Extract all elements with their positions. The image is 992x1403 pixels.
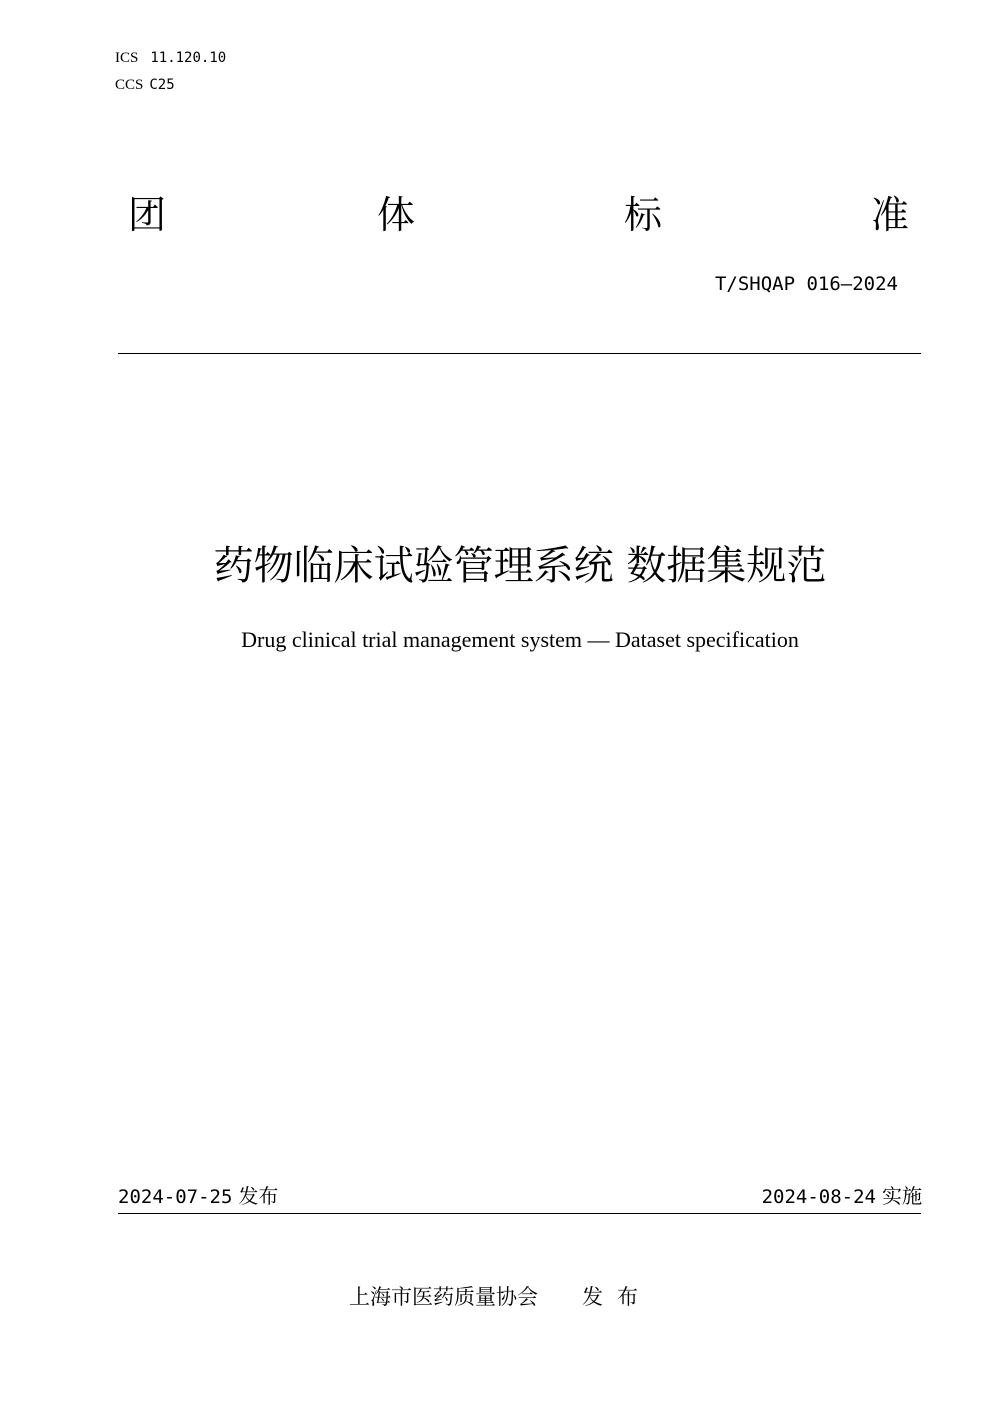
publish-label: 发布	[238, 1184, 279, 1208]
header-divider	[118, 353, 921, 354]
issuer-line	[349, 1283, 652, 1311]
issuer-action: 发布	[582, 1285, 652, 1309]
standard-type-char-4: 准	[871, 193, 910, 237]
ics-label: ICS	[115, 50, 139, 66]
document-title-chinese: 药物临床试验管理系统 数据集规范	[213, 543, 827, 589]
ics-line	[115, 48, 226, 67]
issuer-organization: 上海市医药质量协会	[349, 1285, 538, 1309]
standard-type-char-1: 团	[128, 193, 167, 237]
implement-date: 2024-08-24	[761, 1186, 876, 1208]
ccs-label: CCS	[115, 77, 144, 93]
footer-divider	[118, 1213, 921, 1214]
standard-number: T/SHQAP 016—2024	[714, 273, 898, 295]
ics-value: 11.120.10	[150, 50, 227, 66]
implement-label: 实施	[882, 1184, 922, 1208]
implement-date-line	[762, 1183, 922, 1210]
ccs-line	[115, 75, 175, 94]
publish-date-line	[118, 1183, 278, 1210]
ccs-value: C25	[149, 77, 175, 93]
standard-type-char-3: 标	[624, 193, 663, 237]
document-title-english: Drug clinical trial management system — Dataset specification	[241, 627, 799, 652]
publish-date: 2024-07-25	[118, 1186, 233, 1208]
standard-type-char-2: 体	[377, 193, 416, 237]
